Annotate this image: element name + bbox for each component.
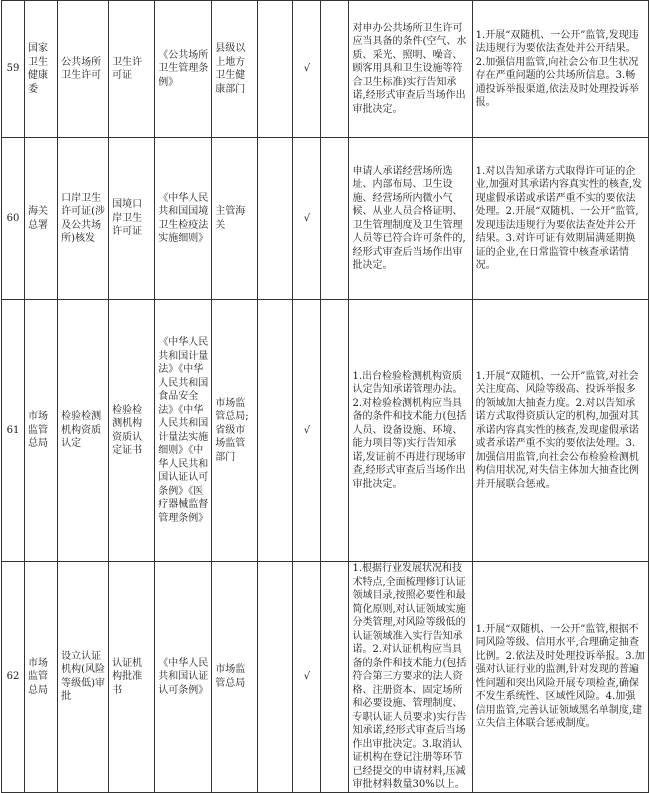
legal-basis-cell: 《中华人民共和国计量法》《中华人民共和国食品安全法》《中华人民共和国计量法实施细则》《中华人民共和国认证认可条例》《医疗器械监督管理条例》 [155, 300, 212, 562]
authority-cell: 县级以上地方卫生健康部门 [212, 1, 258, 138]
certificate-cell: 认证机构批准书 [109, 562, 155, 793]
empty-cell [258, 1, 293, 138]
table-row [2, 138, 649, 300]
supervision-cell: 1.对以告知承诺方式取得许可证的企业,加强对其承诺内容真实性的核查,发现虚假承诺或承诺严重不实的要依法处理。2.开展“双随机、一公开”监管,发现违法违规行为要依法查处并公开结果。3.对许可证有效期届满延期换证的企业,在日常监管中核查承诺情况。 [472, 138, 648, 300]
department-cell: 海关总署 [25, 138, 58, 300]
row-number: 60 [2, 138, 25, 300]
empty-cell [258, 138, 293, 300]
check-mark: √ [293, 138, 321, 300]
item-cell: 检验检测机构资质认定 [58, 300, 109, 562]
department-cell: 国家卫生健康委 [25, 1, 58, 138]
department-cell: 市场监管总局 [25, 562, 58, 793]
empty-cell [258, 300, 293, 562]
supervision-cell: 1.开展“双随机、一公开”监管,根据不同风险等级、信用水平,合理确定抽查比例。2.依法及时处理投诉举报。3.加强对认证行业的监测,针对发现的普遍性问题和突出风险开展专项检查,确保不发生系统性、区域性风险。4.加强信用监管,完善认证领域黑名单制度,建立失信主体联合惩戒制度。 [472, 562, 648, 793]
item-cell: 公共场所卫生许可 [58, 1, 109, 138]
policy-table [1, 0, 649, 793]
certificate-cell: 检验检测机构资质认定证书 [109, 300, 155, 562]
empty-cell [321, 138, 349, 300]
certificate-cell: 国境口岸卫生许可证 [109, 138, 155, 300]
table-row [2, 562, 649, 793]
legal-basis-cell: 《中华人民共和国国境卫生检疫法实施细则》 [155, 138, 212, 300]
check-mark: √ [293, 1, 321, 138]
empty-cell [321, 1, 349, 138]
certificate-cell: 卫生许可证 [109, 1, 155, 138]
row-number: 61 [2, 300, 25, 562]
legal-basis-cell: 《公共场所卫生管理条例》 [155, 1, 212, 138]
supervision-cell: 1.开展“双随机、一公开”监管,发现违法违规行为要依法查处并公开结果。2.加强信用监管,向社会公布卫生状况存在严重问题的公共场所信息。3.畅通投诉举报渠道,依法及时处理投诉举报。 [472, 1, 648, 138]
authority-cell: 市场监管总局;省级市场监管部门 [212, 300, 258, 562]
supervision-cell: 1.开展“双随机、一公开”监管,对社会关注度高、风险等级高、投诉举报多的领域加大抽查力度。2.对以告知承诺方式取得资质认定的机构,加强对其承诺内容真实性的核查,发现虚假承诺或者承诺严重不实的要依法处理。3.加强信用监管,向社会公布检验检测机构信用状况,对失信主体加大抽查比例并开展联合惩戒。 [472, 300, 648, 562]
reform-measure-cell: 1.根据行业发展状况和技术特点,全面梳理修订认证领域目录,按照必要性和最简化原则,对认证领域实施分类管理,对风险等级低的认证领域准入实行告知承诺。2.对认证机构应当具备的条件和技术能力(包括符合第三方要求的法人资格、注册资本、固定场所和必要设施、管理制度、专职认证人员要求)实行告知承诺,经形式审查后当场作出审批决定。3.取消认证机构在登记注册等环节已经提交的申请材料,压减审批材料数量30%以上。 [349, 562, 472, 793]
table-row [2, 300, 649, 562]
item-cell: 设立认证机构(风险等级低)审批 [58, 562, 109, 793]
reform-measure-cell: 对申办公共场所卫生许可应当具备的条件(空气、水质、采光、照明、噪音、顾客用具和卫生设施等符合卫生标准)实行告知承诺,经形式审查后当场作出审批决定。 [349, 1, 472, 138]
empty-cell [258, 562, 293, 793]
department-cell: 市场监管总局 [25, 300, 58, 562]
check-mark: √ [293, 562, 321, 793]
reform-measure-cell: 1.出台检验检测机构资质认定告知承诺管理办法。2.对检验检测机构应当具备的条件和技术能力(包括人员、设备设施、环境、能力项目等)实行告知承诺,发证前不再进行现场审查,经形式审查后当场作出审批决定。 [349, 300, 472, 562]
authority-cell: 市场监管总局 [212, 562, 258, 793]
row-number: 62 [2, 562, 25, 793]
check-mark: √ [293, 300, 321, 562]
table-row [2, 1, 649, 138]
reform-measure-cell: 申请人承诺经营场所选址、内部布局、卫生设施、经营场所内微小气候、从业人员合格证明、卫生管理制度及卫生管理人员等已符合许可条件的,经形式审查后当场作出审批决定。 [349, 138, 472, 300]
row-number: 59 [2, 1, 25, 138]
legal-basis-cell: 《中华人民共和国认证认可条例》 [155, 562, 212, 793]
item-cell: 口岸卫生许可证(涉及公共场所)核发 [58, 138, 109, 300]
authority-cell: 主管海关 [212, 138, 258, 300]
empty-cell [321, 562, 349, 793]
empty-cell [321, 300, 349, 562]
